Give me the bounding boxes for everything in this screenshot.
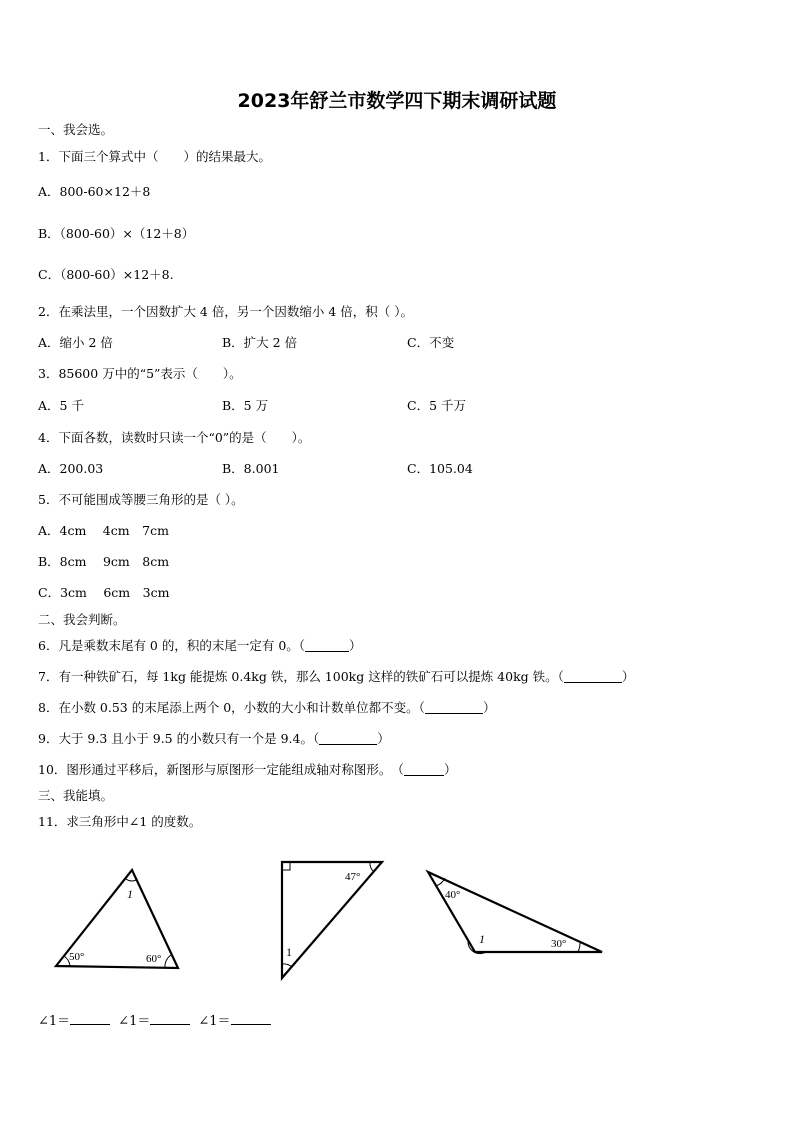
question-5-option-c: C．3cm 6cm 3cm	[38, 585, 170, 600]
triangle-3-angle-left: 40°	[445, 889, 461, 901]
question-10: 10．图形通过平移后，新图形与原图形一定能组成轴对称图形。 （ ）	[38, 762, 457, 777]
question-9-text: 9．大于 9.3 且小于 9.5 的小数只有一个是 9.4。	[38, 731, 313, 746]
question-8: 8．在小数 0.53 的末尾添上两个 0，小数的大小和计数单位都不变。（ ）	[38, 700, 496, 715]
question-6: 6．凡是乘数末尾有 0 的，积的末尾一定有 0。（ ）	[38, 638, 362, 653]
answer-3-label: ∠1＝	[198, 1014, 231, 1029]
question-5-stem: 5．不可能围成等腰三角形的是（ ）。	[38, 492, 244, 507]
question-3-stem: 3．85600 万中的“5”表示（ ）。	[38, 366, 242, 381]
question-1-stem: 1．下面三个算式中（ ）的结果最大。	[38, 149, 271, 164]
question-1-option-c: C．（800-60）×12＋8.	[38, 267, 174, 282]
question-6-text: 6．凡是乘数末尾有 0 的，积的末尾一定有 0。	[38, 638, 299, 653]
question-3-option-c: C．5 千万	[407, 398, 466, 413]
triangle-2-shape	[282, 862, 382, 978]
triangle-1-angle-left: 50°	[69, 951, 85, 963]
question-5-option-a: A．4cm 4cm 7cm	[38, 523, 169, 538]
section-heading-choose: 一、我会选。	[38, 122, 114, 137]
triangle-2-right-angle-mark	[282, 862, 290, 870]
question-4-stem: 4．下面各数，读数时只读一个“0”的是（ ）。	[38, 430, 311, 445]
triangle-figures	[0, 850, 794, 990]
page-title: 2023年舒兰市数学四下期末调研试题	[237, 90, 557, 112]
question-2-option-a: A．缩小 2 倍	[38, 335, 113, 350]
question-11-stem: 11．求三角形中∠1 的度数。	[38, 814, 202, 829]
question-10-answer-blank[interactable]	[404, 763, 444, 776]
answer-2-label: ∠1＝	[118, 1014, 151, 1029]
question-8-answer-blank[interactable]	[425, 701, 483, 714]
question-4-option-b: B．8.001	[222, 461, 280, 476]
question-5-option-b: B．8cm 9cm 8cm	[38, 554, 170, 569]
question-1-option-a: A．800-60×12＋8	[38, 184, 151, 199]
answer-1-blank[interactable]	[70, 1012, 110, 1025]
triangle-2	[282, 862, 382, 978]
answer-3-blank[interactable]	[231, 1012, 271, 1025]
triangle-3-angle-mid: 1	[479, 932, 485, 946]
question-8-text: 8．在小数 0.53 的末尾添上两个 0，小数的大小和计数单位都不变。	[38, 700, 419, 715]
section-heading-fill: 三、我能填。	[38, 788, 114, 803]
triangle-3-angle-right: 30°	[551, 938, 567, 950]
answer-2-blank[interactable]	[150, 1012, 190, 1025]
triangle-1-angle-top: 1	[127, 887, 133, 901]
triangle-1-arc-right	[165, 955, 171, 968]
question-7-text: 7．有一种铁矿石，每 1kg 能提炼 0.4kg 铁，那么 100kg 这样的铁矿石可以提炼 40kg 铁。	[38, 669, 558, 684]
question-9: 9．大于 9.3 且小于 9.5 的小数只有一个是 9.4。（ ）	[38, 731, 390, 746]
question-9-answer-blank[interactable]	[319, 732, 377, 745]
question-11-answers	[38, 1010, 279, 1029]
question-3-option-b: B．5 万	[222, 398, 269, 413]
triangle-2-angle-bottom: 1	[286, 945, 292, 959]
question-10-text: 10．图形通过平移后，新图形与原图形一定能组成轴对称图形。	[38, 762, 398, 777]
question-4-option-c: C．105.04	[407, 461, 473, 476]
question-6-answer-blank[interactable]	[305, 639, 349, 652]
question-4-option-a: A．200.03	[38, 461, 104, 476]
triangle-1-angle-right: 60°	[146, 953, 162, 965]
triangle-3-arc-right	[578, 943, 580, 952]
triangle-2-angle-top: 47°	[345, 871, 361, 883]
triangle-1	[56, 870, 178, 968]
question-3-option-a: A．5 千	[38, 398, 84, 413]
question-2-option-c: C．不变	[407, 335, 455, 350]
triangle-3-shape	[428, 872, 602, 952]
answer-1-label: ∠1＝	[38, 1014, 71, 1029]
triangle-3	[428, 872, 602, 954]
question-2-stem: 2．在乘法里，一个因数扩大 4 倍，另一个因数缩小 4 倍，积（ ）。	[38, 304, 413, 319]
question-2-option-b: B．扩大 2 倍	[222, 335, 298, 350]
section-heading-judge: 二、我会判断。	[38, 612, 126, 627]
question-7: 7．有一种铁矿石，每 1kg 能提炼 0.4kg 铁，那么 100kg 这样的铁矿石可以提炼 40kg 铁。（ ）	[38, 669, 635, 684]
question-7-answer-blank[interactable]	[564, 670, 622, 683]
question-1-option-b: B．（800-60）×（12＋8）	[38, 226, 195, 241]
triangle-1-arc-top	[126, 879, 136, 881]
